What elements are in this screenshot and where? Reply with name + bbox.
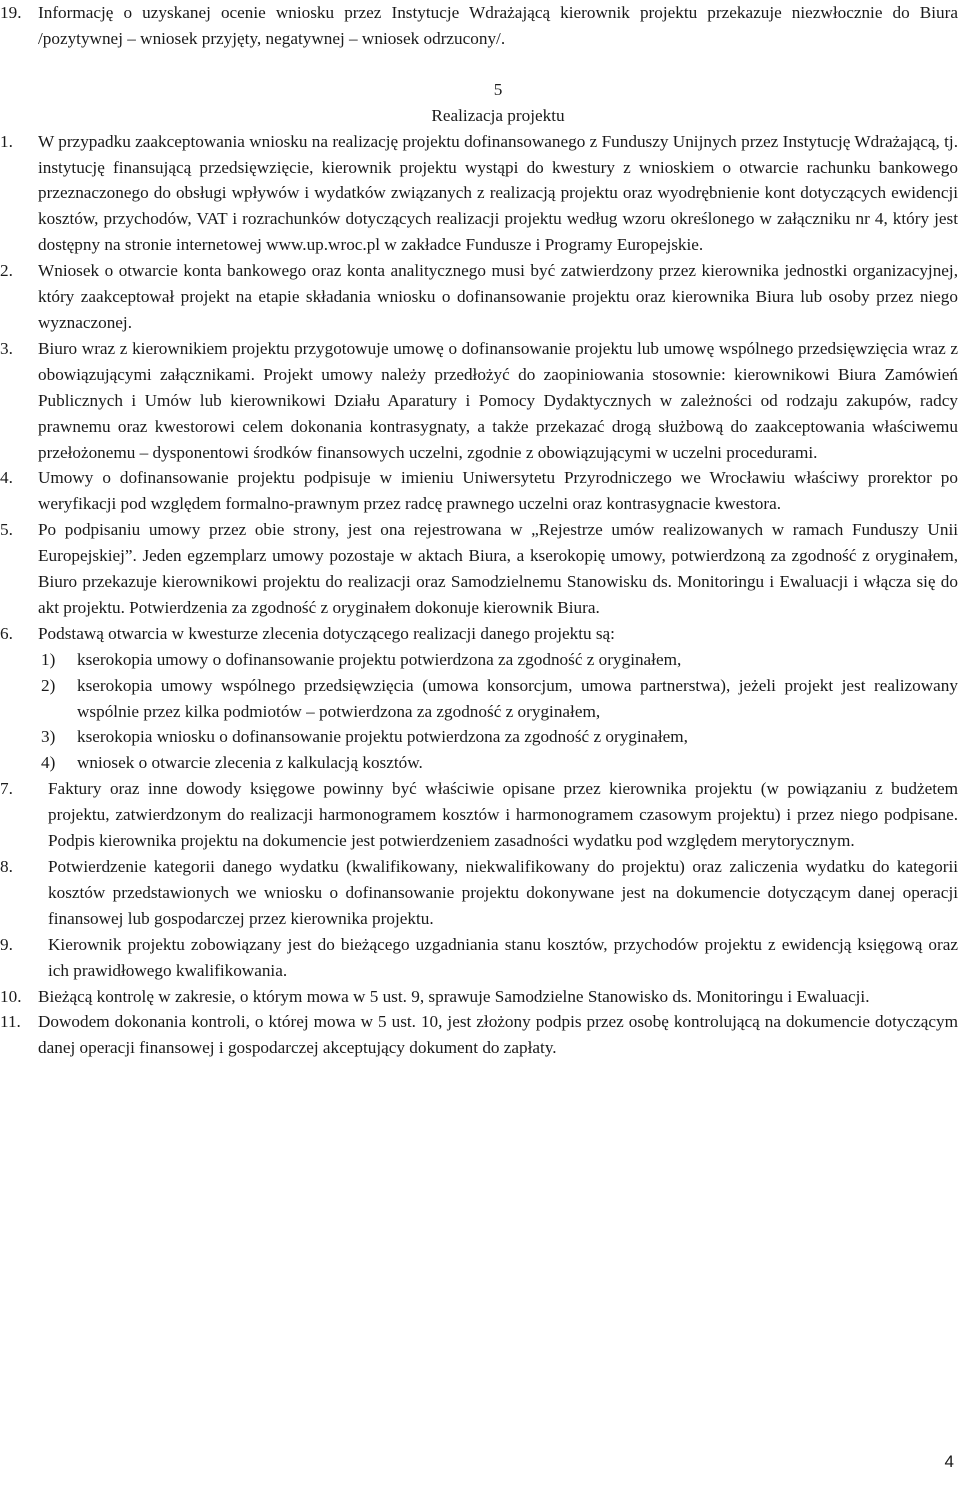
item-text: Biuro wraz z kierownikiem projektu przygotowuje umowę o dofinansowanie projektu lub umowę wspólnego przedsięwzięcia wraz z obowiązującymi załącznikami. Projekt umowy należy przedłożyć do zaopiniowania stosownie: kierownikowi Biura Zamówień Publicznych i Umów lub kierownikowi Działu Aparatury i Pomocy Dydaktycznych w zależności od rodzaju zakupów, radcy prawnemu oraz kwestorowi celem dokonania kontrasygnaty, a także przekazać drogą służbową do zaakceptowania właściwemu przełożonemu – dysponentowi środków finansowych uczelni, zgodnie z obowiązującymi w uczelni procedurami. bbox=[38, 338, 958, 462]
paragraph-item-8 bbox=[0, 854, 958, 932]
item-number: 7. bbox=[0, 779, 13, 799]
item-text: Faktury oraz inne dowody księgowe powinny być właściwie opisane przez kierownika projektu (w powiązaniu z budżetem projektu, zatwierdzonym do realizacji harmonogramem kosztów i harmonogramem czasowym projektu) i przez niego podpisane. Podpis kierownika projektu na dokumencie jest potwierdzeniem zasadności wydatku pod względem merytorycznym. bbox=[48, 779, 958, 851]
paragraph-item-3 bbox=[0, 336, 958, 466]
item-text: Dowodem dokonania kontroli, o której mowa w 5 ust. 10, jest złożony podpis przez osobę kontrolującą na dokumencie dotyczącym danej operacji finansowej i gospodarczej akceptujący dokument do zapłaty. bbox=[38, 1012, 958, 1058]
item-number: 11. bbox=[0, 1012, 21, 1032]
paragraph-item-6 bbox=[0, 621, 958, 647]
subitem-text: kserokopia umowy wspólnego przedsięwzięcia (umowa konsorcjum, umowa partnerstwa), jeżeli projekt jest realizowany wspólnie przez kilka podmiotów – potwierdzona za zgodność z oryginałem, bbox=[77, 675, 958, 721]
item-text: Potwierdzenie kategorii danego wydatku (kwalifikowany, niekwalifikowany do projektu) oraz zaliczenia wydatku do kategorii kosztów przedstawionych we wniosku o dofinansowanie projektu dokonywane jest na dokumencie dotyczącym danej operacji finansowej lub gospodarczej przez kierownika projektu. bbox=[48, 857, 958, 928]
paragraph-item-2 bbox=[0, 258, 958, 336]
item-number: 10. bbox=[0, 986, 22, 1006]
section-number: 5 bbox=[493, 79, 503, 99]
subitem-number: 4) bbox=[41, 753, 56, 773]
item-text: Umowy o dofinansowanie projektu podpisuje w imieniu Uniwersytetu Przyrodniczego we Wrocławiu właściwy prorektor po weryfikacji pod względem formalno-prawnym przez radcę prawnego uczelni oraz kontrasygnacie kwestora. bbox=[38, 468, 958, 514]
subitem-text: kserokopia wniosku o dofinansowanie projektu potwierdzona za zgodność z oryginałem, bbox=[77, 727, 688, 747]
subitem-number: 3) bbox=[41, 727, 56, 747]
item-text: Informację o uzyskanej ocenie wniosku przez Instytucje Wdrażającą kierownik projektu przekazuje niezwłocznie do Biura /pozytywnej – wniosek przyjęty, negatywnej – wniosek odrzucony/. bbox=[38, 3, 958, 48]
item-number: 1. bbox=[0, 131, 13, 151]
subitem-3 bbox=[0, 724, 958, 750]
item-text: W przypadku zaakceptowania wniosku na realizację projektu dofinansowanego z Funduszy Unijnych przez Instytucję Wdrażającą, tj. instytucję finansującą przedsięwzięcie, kierownik projektu wystąpi do kwestury z wnioskiem o otwarcie rachunku bankowego przeznaczonego do obsługi wpływów i wydatków związanych z realizacją projektu oraz wyodrębnienie kont dotyczących ewidencji kosztów, przychodów, VAT i rozrachunków dotyczących realizacji projektu według wzoru określonego w załączniku nr 4, który jest dostępny na stronie internetowej www.up.wroc.pl w zakładce Fundusze i Programy Europejskie. bbox=[38, 131, 958, 255]
subitem-text: wniosek o otwarcie zlecenia z kalkulacją kosztów. bbox=[77, 753, 423, 773]
item-number: 3. bbox=[0, 338, 13, 358]
item-number: 5. bbox=[0, 520, 13, 540]
paragraph-item-1 bbox=[0, 129, 958, 259]
subitem-number: 1) bbox=[41, 649, 56, 669]
paragraph-item-19 bbox=[0, 0, 958, 52]
item-text: Wniosek o otwarcie konta bankowego oraz konta analitycznego musi być zatwierdzony przez kierownika jednostki organizacyjnej, który zaakceptował projekt na etapie składania wniosku o dofinansowanie projektu oraz kierownika Biura lub osoby przez niego wyznaczonej. bbox=[38, 261, 958, 332]
paragraph-item-10 bbox=[0, 984, 958, 1010]
item-text: Podstawą otwarcia w kwesturze zlecenia dotyczącego realizacji danego projektu są: bbox=[38, 623, 615, 643]
subitem-4 bbox=[0, 750, 958, 776]
paragraph-item-11 bbox=[0, 1009, 958, 1061]
item-number: 9. bbox=[0, 934, 13, 954]
subitem-number: 2) bbox=[41, 675, 56, 695]
item-text: Kierownik projektu zobowiązany jest do bieżącego uzgadniania stanu kosztów, przychodów projektu z ewidencją księgową oraz ich prawidłowego kwalifikowania. bbox=[48, 934, 958, 980]
item-number: 6. bbox=[0, 623, 13, 643]
item-number: 19. bbox=[0, 3, 22, 22]
subitem-text: kserokopia umowy o dofinansowanie projektu potwierdzona za zgodność z oryginałem, bbox=[77, 649, 682, 669]
item-number: 2. bbox=[0, 261, 13, 281]
item-number: 4. bbox=[0, 468, 13, 488]
item-text: Po podpisaniu umowy przez obie strony, jest ona rejestrowana w „Rejestrze umów realizowanych w ramach Funduszy Unii Europejskiej”. Jeden egzemplarz umowy pozostaje w aktach Biura, a kserokopię umowy, potwierdzoną za zgodność z oryginałem, Biuro przekazuje kierownikowi projektu do realizacji oraz Samodzielnemu Stanowisku ds. Monitoringu i Ewaluacji i włącza się do akt projektu. Potwierdzenia za zgodność z oryginałem dokonuje kierownik Biura. bbox=[38, 520, 958, 617]
subitem-1 bbox=[0, 647, 958, 673]
paragraph-item-9 bbox=[0, 932, 958, 984]
page-number: 4 bbox=[944, 1452, 954, 1471]
paragraph-item-5 bbox=[0, 517, 958, 621]
paragraph-item-4 bbox=[0, 465, 958, 517]
item-number: 8. bbox=[0, 857, 13, 876]
section-title: Realizacja projektu bbox=[431, 105, 565, 125]
item-text: Bieżącą kontrolę w zakresie, o którym mowa w 5 ust. 9, sprawuje Samodzielne Stanowisko ds. Monitoringu i Ewaluacji. bbox=[38, 986, 870, 1006]
subitem-2 bbox=[0, 673, 958, 725]
paragraph-item-7 bbox=[0, 776, 958, 854]
